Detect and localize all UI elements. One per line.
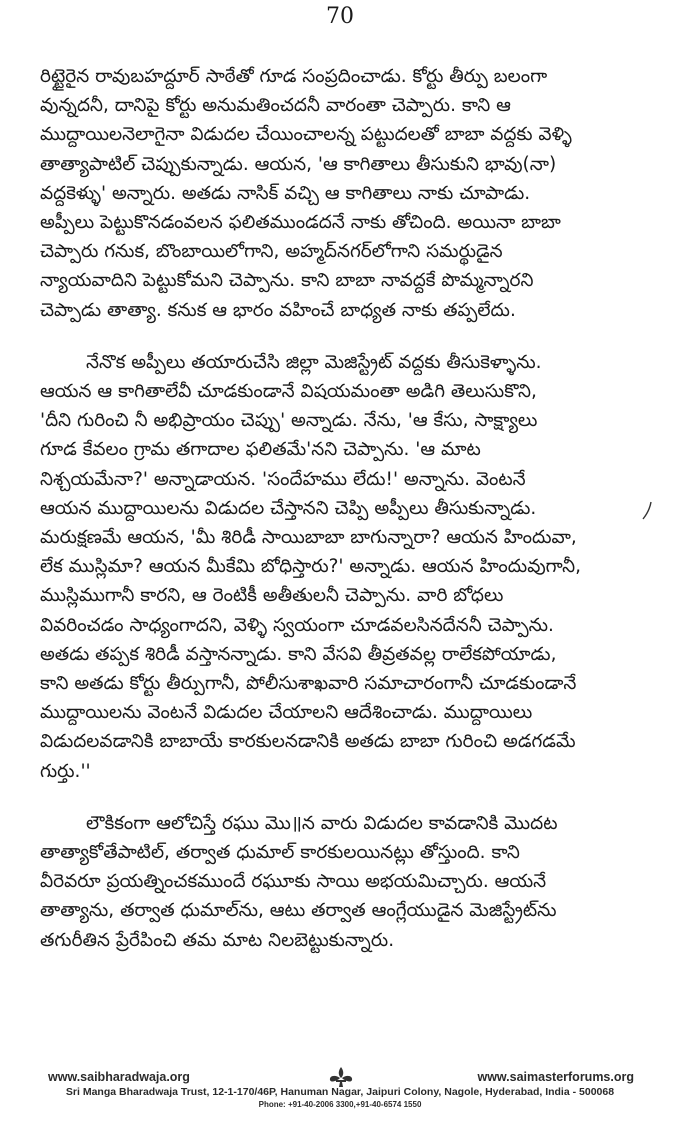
text-line: 'దీని గురించి నీ అభిప్రాయం చెప్పు' అన్నాడు. నేను, 'ఆ కేసు, సాక్ష్యాలు bbox=[40, 410, 538, 432]
fleur-de-lis-icon bbox=[326, 1066, 356, 1088]
text-line: నేనొక అప్పీలు తయారుచేసి జిల్లా మెజిస్ట్రేట్ వద్దకు తీసుకెళ్ళాను. bbox=[86, 351, 542, 373]
footer-address: Sri Manga Bharadwaja Trust, 12-1-170/46P, Hanuman Nagar, Jaipuri Colony, Nagole, Hyderabad, India - 500068 bbox=[65, 1086, 615, 1098]
footer-website-left[interactable]: www.saibharadwaja.org bbox=[48, 1070, 190, 1084]
margin-pen-mark bbox=[641, 500, 655, 522]
text-line: ఆయన ఆ కాగితాలేవీ చూడకుండానే విషయమంతా అడిగి తెలుసుకొని, bbox=[40, 381, 537, 403]
text-line: అప్పీలు పెట్టుకొనడంవలన ఫలితముండదనే నాకు తోచింది. అయినా బాబా bbox=[40, 212, 561, 234]
text-line: తాత్యాను, తర్వాత ధుమాల్‌ను, ఆటు తర్వాత ఆంగ్లేయుడైన మెజిస్ట్రేట్‌ను bbox=[40, 900, 557, 922]
text-line: వీరెవరూ ప్రయత్నించకముందే రఘూకు సాయి అభయమిచ్చారు. ఆయనే bbox=[40, 871, 547, 893]
text-line: తగురీతిన ప్రేరేపించి తమ మాట నిలబెట్టుకున్నారు. bbox=[40, 929, 395, 951]
paragraph bbox=[40, 348, 640, 786]
text-line: నిశ్చయమేనా?' అన్నాడాయన. 'సందేహము లేదు!' అన్నాను. వెంటనే bbox=[40, 468, 526, 490]
text-line: గూడ కేవలం గ్రామ తగాదాల ఫలితమే'నని చెప్పాను. 'ఆ మాట bbox=[40, 439, 481, 461]
page-number: 70 bbox=[326, 4, 354, 29]
text-line: ఆయన ముద్దాయిలను విడుదల చేస్తానని చెప్పి అప్పీలు తీసుకున్నాడు. bbox=[40, 497, 537, 519]
page-footer bbox=[0, 1070, 680, 1122]
text-line: న్యాయవాదిని పెట్టుకోమని చెప్పాను. కాని బాబా నావద్దకే పొమ్మన్నారని bbox=[40, 270, 534, 292]
text-line: ముద్దాయిలను వెంటనే విడుదల చేయాలని ఆదేశించాడు. ముద్దాయిలు bbox=[40, 702, 533, 724]
text-line: ముద్దాయిలనెలాగైనా విడుదల చేయించాలన్న పట్టుదలతో బాబా వద్దకు వెళ్ళి bbox=[40, 124, 572, 146]
text-line: తాత్యాకోతేపాటిల్, తర్వాత ధుమాల్ కారకులయినట్లు తోస్తుంది. కాని bbox=[40, 842, 520, 864]
body-text bbox=[40, 62, 640, 955]
text-line: తాత్యాపాటిల్ చెప్పుకున్నాడు. ఆయన, 'ఆ కాగితాలు తీసుకుని భావు(నా) bbox=[40, 153, 557, 175]
paragraph bbox=[40, 62, 640, 325]
text-line: వివరించడం సాధ్యంగాదని, వెళ్ళి స్వయంగా చూడవలసినదేననీ చెప్పాను. bbox=[40, 614, 554, 636]
text-line: లేక ముస్లిమా? ఆయన మీకేమి బోధిస్తారు?' అన్నాడు. ఆయన హిందువుగానీ, bbox=[40, 556, 582, 578]
text-line: విడుదలవడానికి బాబాయే కారకులనడానికి అతడు బాబా గురించి అడగడమే bbox=[40, 731, 576, 753]
paragraph bbox=[40, 809, 640, 955]
text-line: గుర్తు.'' bbox=[40, 760, 91, 782]
text-line: కాని అతడు కోర్టు తీర్పుగానీ, పోలీసుశాఖవారి సమాచారంగానీ చూడకుండానే bbox=[40, 673, 577, 695]
text-line: రిట్టైరైన రావుబహద్దూర్ సాఠేతో గూడ సంప్రదించాడు. కోర్టు తీర్పు బలంగా bbox=[40, 66, 548, 87]
paragraph-gap bbox=[40, 786, 640, 809]
text-line: వున్నదనీ, దానిపై కోర్టు అనుమతించదనీ వారంతా చెప్పారు. కాని ఆ bbox=[40, 95, 511, 117]
text-line: మరుక్షణమే ఆయన, 'మీ శిరిడీ సాయిబాబా బాగున్నారా? ఆయన హిందువా, bbox=[40, 527, 577, 549]
text-line: ముస్లిముగానీ కారని, ఆ రెంటికీ అతీతులనీ చెప్పాను. వారి బోధలు bbox=[40, 585, 504, 607]
text-line: చెప్పాడు తాత్యా. కనుక ఆ భారం వహించే బాధ్యత నాకు తప్పలేదు. bbox=[40, 299, 516, 321]
text-line: లౌకికంగా ఆలోచిస్తే రఘు మొ॥న వారు విడుదల కావడానికి మొదట bbox=[86, 812, 558, 834]
paragraph-gap bbox=[40, 325, 640, 348]
text-line: చెప్పారు గనుక, బొంబాయిలోగాని, అహ్మద్‌నగర్‌లోగాని సమర్థుడైన bbox=[40, 241, 503, 263]
footer-phone: Phone: +91-40-2006 3300,+91-40-6574 1550 bbox=[258, 1100, 422, 1109]
text-line: వద్దకెళ్ళు' అన్నారు. అతడు నాసిక్ వచ్చి ఆ కాగితాలు నాకు చూపాడు. bbox=[40, 182, 531, 204]
text-line: అతడు తప్పక శిరిడీ వస్తానన్నాడు. కాని వేసవి తీవ్రతవల్ల రాలేకపోయాడు, bbox=[40, 643, 557, 665]
footer-website-right[interactable]: www.saimasterforums.org bbox=[477, 1070, 634, 1084]
